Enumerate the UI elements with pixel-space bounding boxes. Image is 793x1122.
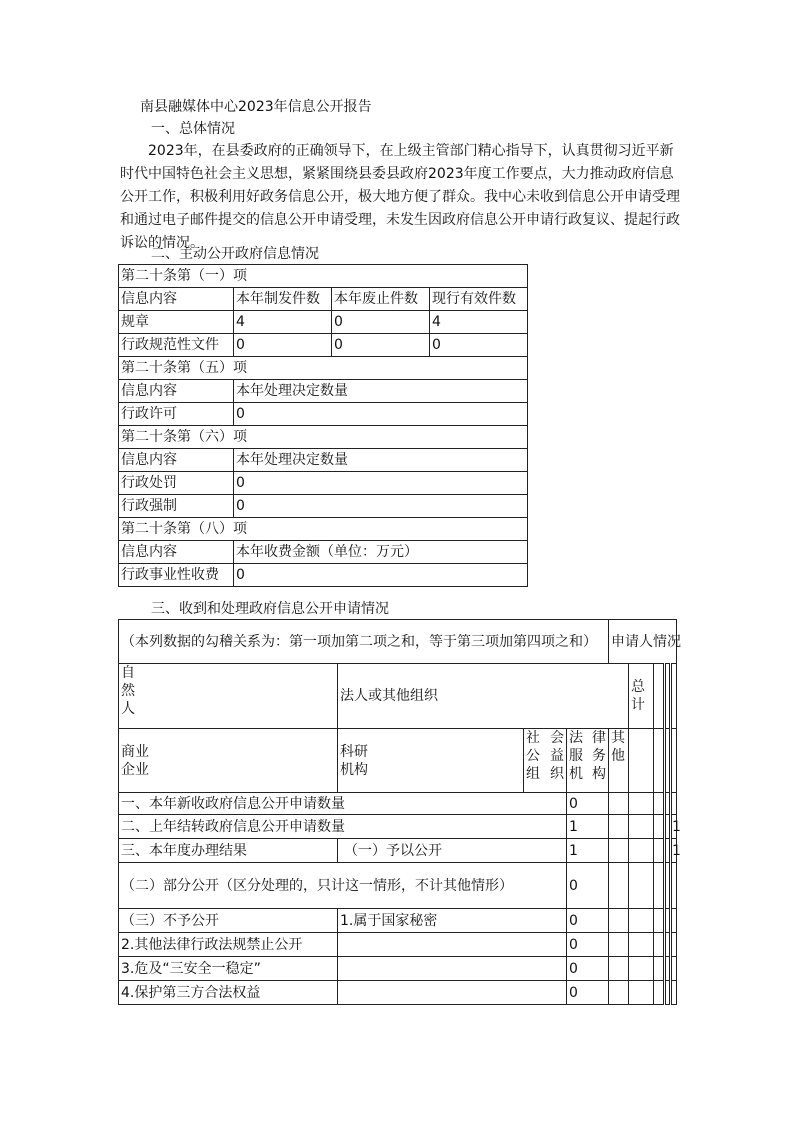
natural-person-header: 自然人 (121, 665, 135, 717)
table-row (119, 815, 677, 839)
report-title: 南县融媒体中心2023年信息公开报告 (140, 99, 372, 115)
total-header: 总计 (631, 679, 645, 713)
row-value: 1 (567, 815, 609, 839)
cell: 0 (234, 564, 528, 587)
article-20-6-header: 第二十条第（六）项 (119, 426, 528, 449)
cell: 行政事业性收费 (119, 564, 234, 587)
row-label: 一、本年新收政府信息公开申请数量 (119, 793, 567, 815)
cell: 规章 (119, 311, 234, 334)
row-label: （三）不予公开 (119, 909, 338, 933)
cell: 4 (234, 311, 332, 334)
row-label: 4.保护第三方合法权益 (119, 981, 338, 1005)
row-sublabel: 1.属于国家秘密 (338, 909, 567, 933)
table-row (119, 334, 528, 357)
table-row (119, 981, 677, 1005)
row-value: 0 (567, 957, 609, 981)
cell: 行政规范性文件 (119, 334, 234, 357)
cell: 0 (234, 495, 528, 518)
table-row (119, 793, 677, 815)
table-note: （本列数据的勾稽关系为：第一项加第二项之和，等于第三项加第四项之和） (119, 620, 609, 664)
commercial-header: 商业企业 (121, 743, 149, 778)
table-row (119, 472, 528, 495)
requests-table (118, 619, 681, 1005)
row-value: 0 (567, 981, 609, 1005)
cell: 行政强制 (119, 495, 234, 518)
cell: 信息内容 (119, 380, 234, 403)
table-row (119, 933, 677, 957)
article-20-8-header: 第二十条第（八）项 (119, 518, 528, 541)
cell: 信息内容 (119, 449, 234, 472)
research-header: 科研机构 (340, 743, 368, 778)
row-label: 2.其他法律行政法规禁止公开 (119, 933, 338, 957)
cell: 0 (332, 334, 430, 357)
proactive-disclosure-table (118, 264, 528, 587)
cell: 0 (234, 472, 528, 495)
row-value: 0 (567, 933, 609, 957)
table-row (119, 863, 677, 909)
cell: 0 (234, 334, 332, 357)
legal-service-header: 法律服务机构 (567, 729, 609, 793)
cell: 4 (430, 311, 528, 334)
legal-org-header: 法人或其他组织 (338, 664, 629, 729)
row-sublabel: （一）予以公开 (338, 839, 567, 863)
cell: 本年处理决定数量 (234, 449, 528, 472)
col-valid: 现行有效件数 (430, 288, 528, 311)
overview-paragraph: 2023年，在县委政府的正确领导下，在上级主管部门精心指导下，认真贯彻习近平新时代中国特色社会主义思想，紧紧围绕县委县政府2023年度工作要点，大力推动政府信息公开工作，积极利用好政务信息公开，极大地方便了群众。我中心未收到信息公开申请受理和通过电子邮件提交的信息公开申请受理，未发生因政府信息公开申请行政复议、提起行政诉讼的情况。 (120, 143, 680, 251)
row-value: 1 (567, 839, 609, 863)
social-welfare-header: 社会公益组织 (524, 729, 567, 793)
table-row (119, 564, 528, 587)
row-label: 二、上年结转政府信息公开申请数量 (119, 815, 567, 839)
cell: 0 (234, 403, 528, 426)
col-repealed: 本年废止件数 (332, 288, 430, 311)
section-heading-overview: 一、总体情况 (151, 121, 235, 137)
row-label: 三、本年度办理结果 (119, 839, 338, 863)
col-info-content: 信息内容 (119, 288, 234, 311)
row-value: 0 (567, 909, 609, 933)
table-row (119, 495, 528, 518)
cell: 本年收费金额（单位：万元） (234, 541, 528, 564)
row-total: 1 (671, 815, 677, 839)
cell: 0 (332, 311, 430, 334)
table-row (119, 311, 528, 334)
applicant-header: 申请人情况 (609, 620, 677, 664)
section-heading-requests: 三、收到和处理政府信息公开申请情况 (151, 601, 389, 617)
row-value: 0 (567, 863, 609, 909)
cell: 行政处罚 (119, 472, 234, 495)
row-value: 0 (567, 793, 609, 815)
table-row (119, 957, 677, 981)
table-row (119, 839, 677, 863)
cell: 信息内容 (119, 541, 234, 564)
row-total: 1 (671, 839, 677, 863)
article-20-5-header: 第二十条第（五）项 (119, 357, 528, 380)
cell: 行政许可 (119, 403, 234, 426)
table-row (119, 403, 528, 426)
col-issued: 本年制发件数 (234, 288, 332, 311)
cell: 本年处理决定数量 (234, 380, 528, 403)
row-label: 3.危及“三安全一稳定” (119, 957, 338, 981)
table-row (119, 909, 677, 933)
other-header: 其他 (611, 730, 625, 764)
row-label: （二）部分公开（区分处理的，只计这一情形，不计其他情形） (119, 863, 567, 909)
cell: 0 (430, 334, 528, 357)
section-heading-proactive: 二、主动公开政府信息情况 (151, 246, 319, 262)
article-20-1-header: 第二十条第（一）项 (119, 265, 528, 288)
